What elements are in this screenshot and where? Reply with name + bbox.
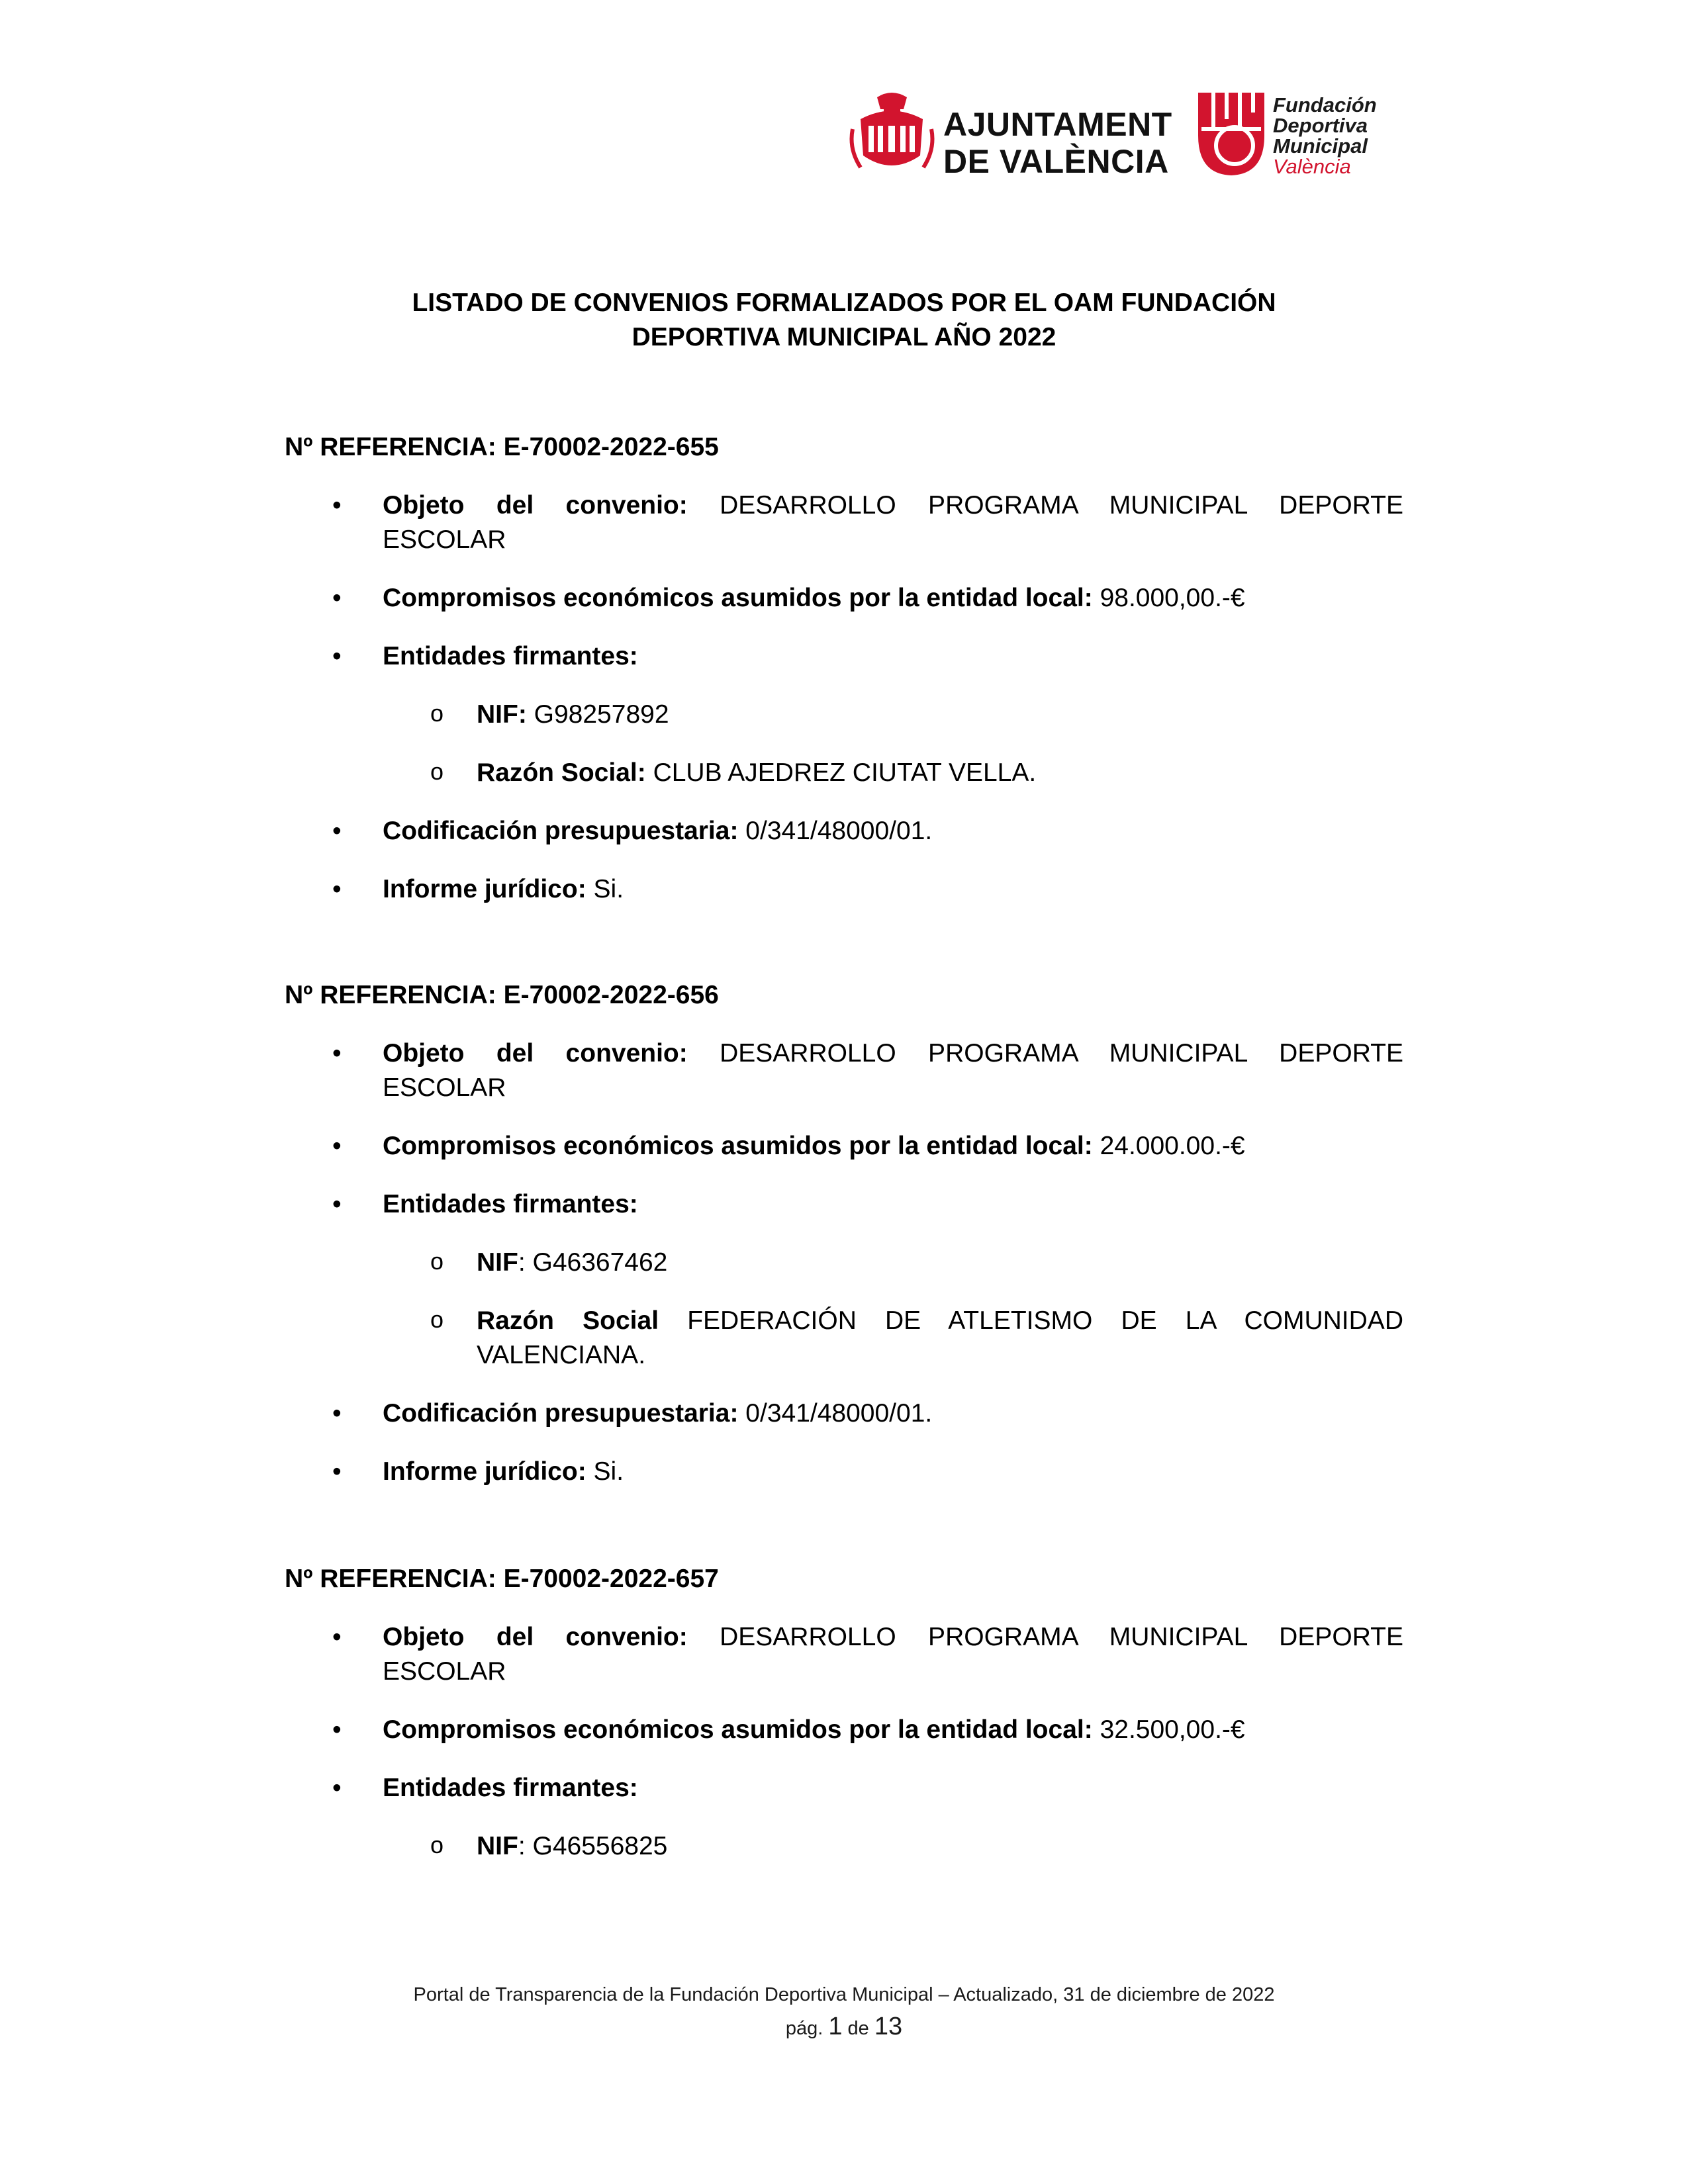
reference-heading (285, 1562, 1403, 1596)
razon-social-value-line1: FEDERACIÓN DE ATLETISMO DE LA COMUNIDAD (687, 1306, 1403, 1335)
nif-value: : G46556825 (518, 1832, 668, 1860)
bullet-icon: • (332, 584, 342, 612)
document-title (285, 286, 1403, 355)
sub-bullet-icon: o (430, 1248, 444, 1275)
bullet-icon: • (332, 491, 342, 520)
convenio-section-2 (285, 978, 1403, 1486)
nif-label: NIF (477, 1248, 518, 1277)
razon-social-label: Razón Social (477, 1306, 659, 1335)
codificacion-label: Codificación presupuestaria: (383, 1399, 739, 1428)
nif-label: NIF (477, 1832, 518, 1860)
objeto-value-line2: ESCOLAR (383, 525, 506, 554)
informe-value: Si. (593, 1457, 624, 1486)
reference-label: Nº REFERENCIA: (285, 1565, 504, 1593)
razon-social-value: CLUB AJEDREZ CIUTAT VELLA. (653, 758, 1037, 787)
reference-label: Nº REFERENCIA: (285, 433, 504, 461)
ajuntament-crest-icon (847, 89, 937, 179)
fdm-name-line4: València (1273, 155, 1351, 178)
razon-social-value-line2: VALENCIANA. (477, 1341, 646, 1369)
razon-social-label: Razón Social: (477, 758, 646, 787)
bullet-icon: • (332, 1623, 342, 1651)
nif-value: : G46367462 (518, 1248, 668, 1277)
footer-text: Portal de Transparencia de la Fundación Deportiva Municipal – Actualizado, 31 de diciembre de 2022 (413, 1984, 1275, 2005)
codificacion-value: 0/341/48000/01. (745, 817, 933, 845)
page-number: 1 (828, 2013, 843, 2040)
fdm-emblem-icon (1195, 89, 1268, 179)
objeto-label: Objeto del convenio: (383, 1039, 688, 1068)
bullet-icon: • (332, 1715, 342, 1744)
title-line1: LISTADO DE CONVENIOS FORMALIZADOS POR EL OAM FUNDACIÓN (412, 289, 1276, 317)
ajuntament-name-line1: AJUNTAMENT (943, 106, 1172, 143)
codificacion-label: Codificación presupuestaria: (383, 817, 739, 845)
reference-heading (285, 978, 1403, 1013)
entidades-label: Entidades firmantes: (383, 1774, 638, 1802)
ajuntament-name-line2: DE VALÈNCIA (943, 143, 1169, 180)
fdm-name-line2: Deportiva (1273, 114, 1368, 137)
bullet-icon: • (332, 1132, 342, 1160)
objeto-value-line2: ESCOLAR (383, 1657, 506, 1686)
title-line2: DEPORTIVA MUNICIPAL AÑO 2022 (632, 323, 1056, 351)
page-of-label: de (847, 2018, 869, 2039)
compromisos-value: 24.000.00.-€ (1100, 1132, 1245, 1160)
objeto-value-line1: DESARROLLO PROGRAMA MUNICIPAL DEPORTE (720, 491, 1403, 520)
objeto-label: Objeto del convenio: (383, 491, 688, 520)
convenio-section-1 (285, 430, 1403, 903)
ajuntament-logo (847, 89, 1172, 180)
bullet-icon: • (332, 1457, 342, 1486)
sub-bullet-icon: o (430, 700, 444, 727)
reference-number: E-70002-2022-656 (503, 981, 719, 1009)
reference-number: E-70002-2022-655 (503, 433, 719, 461)
bullet-icon: • (332, 1039, 342, 1068)
informe-label: Informe jurídico: (383, 1457, 586, 1486)
total-pages: 13 (874, 2013, 903, 2040)
sub-bullet-icon: o (430, 1306, 444, 1333)
reference-number: E-70002-2022-657 (503, 1565, 719, 1593)
entidades-label: Entidades firmantes: (383, 642, 638, 670)
fdm-name-line1: Fundación (1273, 93, 1377, 116)
compromisos-label: Compromisos económicos asumidos por la entidad local: (383, 1132, 1093, 1160)
convenio-section-3 (285, 1562, 1403, 1860)
objeto-value-line2: ESCOLAR (383, 1073, 506, 1102)
objeto-label: Objeto del convenio: (383, 1623, 688, 1651)
compromisos-label: Compromisos económicos asumidos por la entidad local: (383, 584, 1093, 612)
fdm-name-line3: Municipal (1273, 134, 1368, 158)
entidades-label: Entidades firmantes: (383, 1190, 638, 1218)
bullet-icon: • (332, 642, 342, 670)
page-footer (0, 1979, 1688, 2044)
page-indicator (0, 2011, 1688, 2044)
informe-label: Informe jurídico: (383, 875, 586, 903)
bullet-icon: • (332, 875, 342, 903)
nif-label: NIF: (477, 700, 527, 729)
codificacion-value: 0/341/48000/01. (745, 1399, 933, 1428)
bullet-icon: • (332, 1774, 342, 1802)
compromisos-value: 98.000,00.-€ (1100, 584, 1245, 612)
objeto-value-line1: DESARROLLO PROGRAMA MUNICIPAL DEPORTE (720, 1039, 1403, 1068)
reference-heading (285, 430, 1403, 465)
informe-value: Si. (593, 875, 624, 903)
compromisos-label: Compromisos económicos asumidos por la entidad local: (383, 1715, 1093, 1744)
objeto-value-line1: DESARROLLO PROGRAMA MUNICIPAL DEPORTE (720, 1623, 1403, 1651)
nif-value: G98257892 (534, 700, 669, 729)
compromisos-value: 32.500,00.-€ (1100, 1715, 1245, 1744)
sub-bullet-icon: o (430, 1831, 444, 1858)
bullet-icon: • (332, 1399, 342, 1428)
reference-label: Nº REFERENCIA: (285, 981, 504, 1009)
page-label: pág. (785, 2018, 823, 2039)
fdm-logo (1195, 89, 1393, 179)
bullet-icon: • (332, 817, 342, 845)
bullet-icon: • (332, 1190, 342, 1218)
sub-bullet-icon: o (430, 758, 444, 785)
